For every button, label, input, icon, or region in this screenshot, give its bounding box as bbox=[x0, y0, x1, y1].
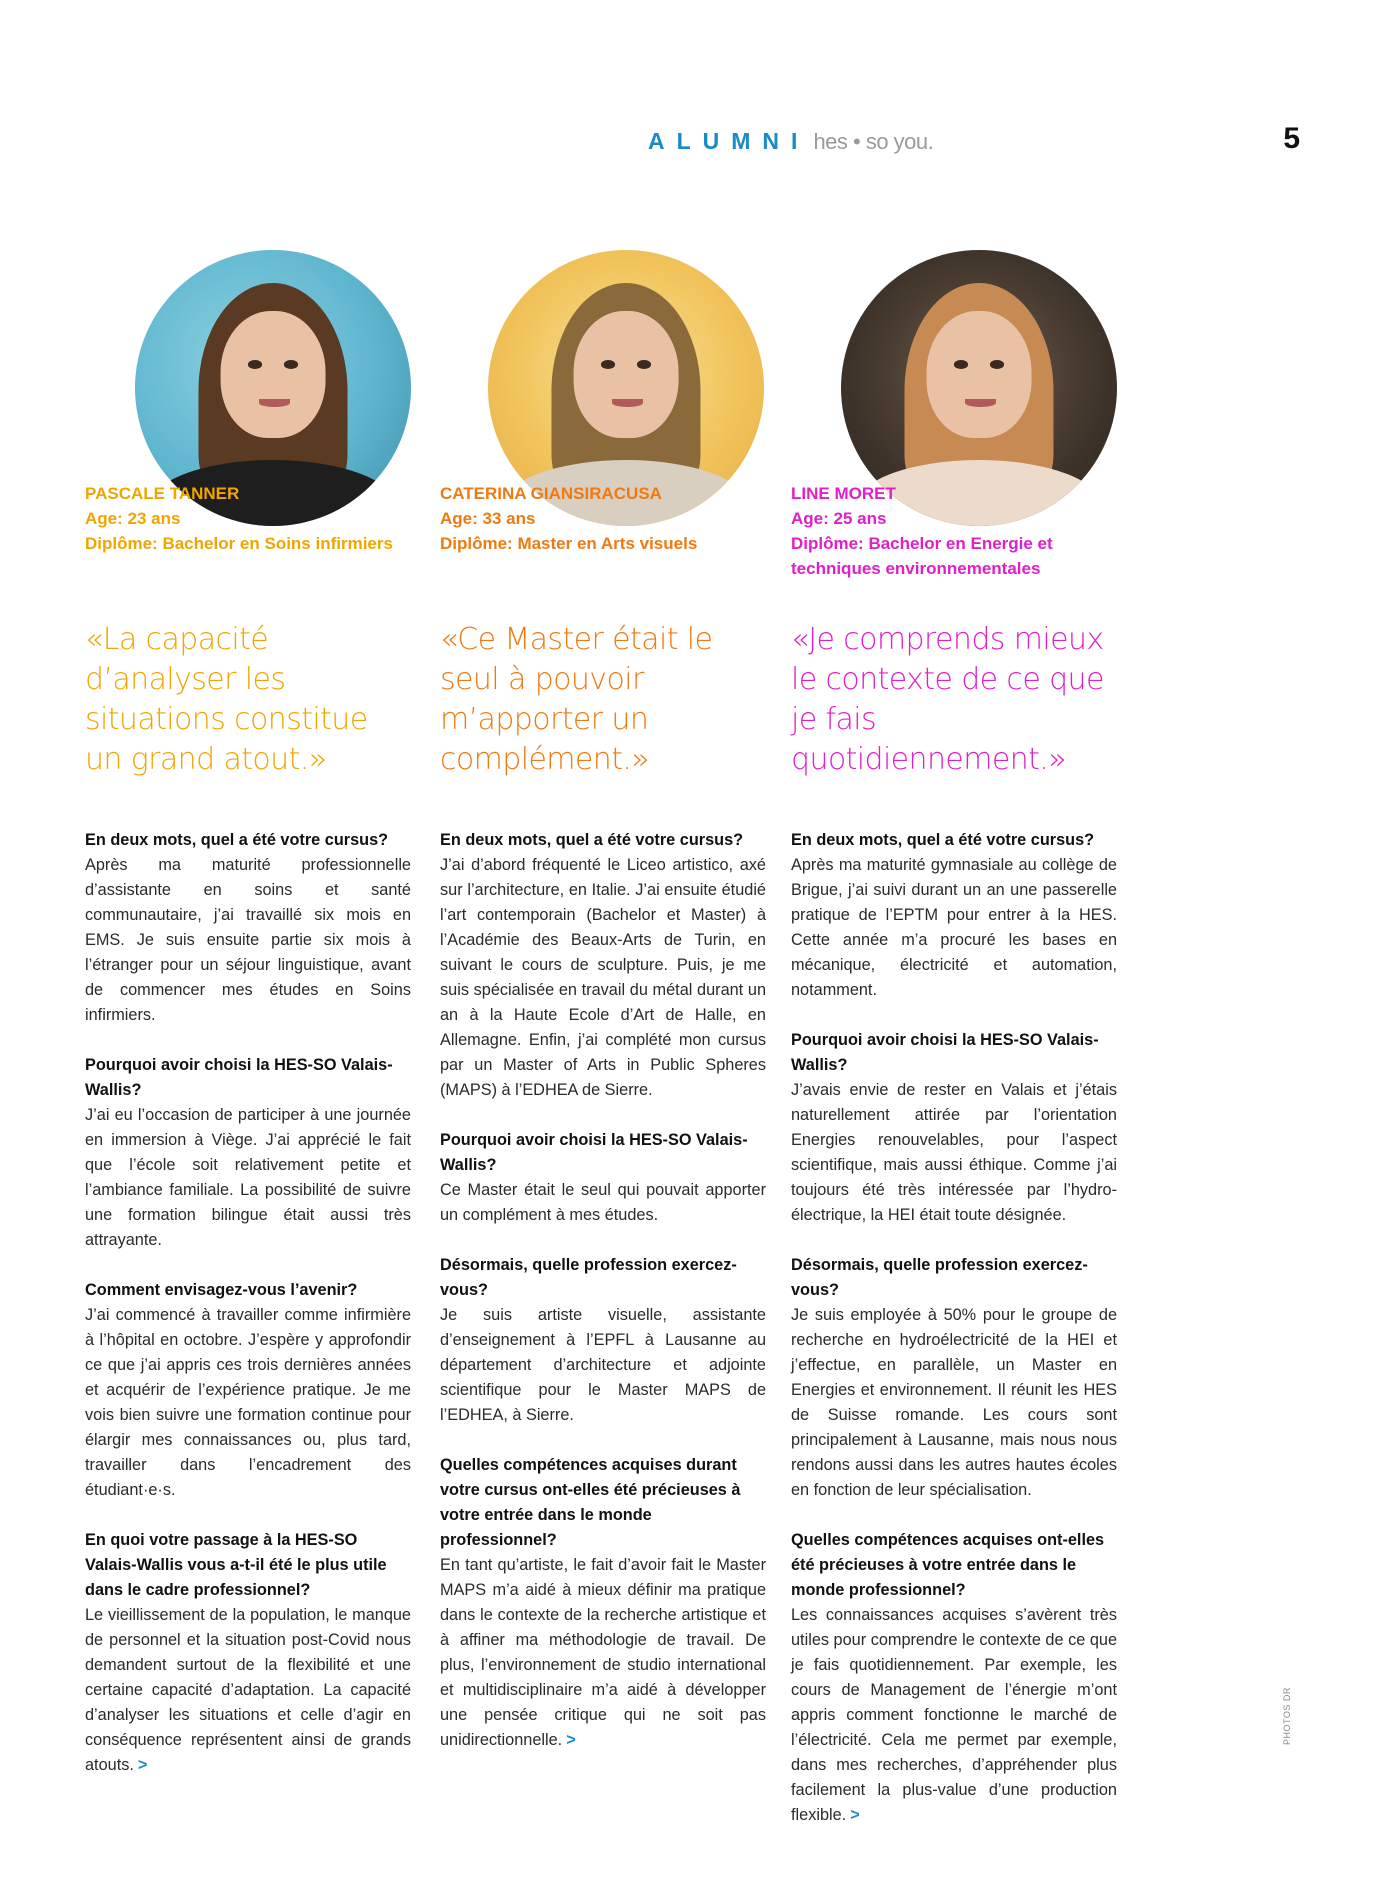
interview bbox=[791, 828, 1117, 1828]
pull-quote: «Ce Master était le seul à pouvoir m’apporter un complément.» bbox=[440, 622, 713, 777]
profile-name: LINE MORET bbox=[791, 484, 896, 503]
profile-name: PASCALE TANNER bbox=[85, 484, 240, 503]
question: Désormais, quelle profession exercez-vous? bbox=[791, 1256, 1088, 1299]
profile-age: Age: 23 ans bbox=[85, 509, 181, 528]
question: Pourquoi avoir choisi la HES-SO Valais-Wallis? bbox=[85, 1056, 393, 1099]
question: Quelles compétences acquises ont-elles été précieuses à votre entrée dans le monde professionnel? bbox=[791, 1531, 1105, 1599]
question: Comment envisagez-vous l’avenir? bbox=[85, 1281, 358, 1299]
profile-bio bbox=[440, 481, 697, 556]
answer-text: Les connaissances acquises s’avèrent très utiles pour comprendre le contexte de ce que je fais quotidiennement. Par exemple, les cours de Management de l’énergie m’ont appris comment fonctionne le marché de l’électricité. Cela me permet par exemple, dans mes recherches, d’appréhender plus facilement la plus-value d’une production flexible. bbox=[791, 1606, 1117, 1824]
page-number: 5 bbox=[1283, 122, 1300, 155]
question: Quelles compétences acquises durant votre cursus ont-elles été précieuses à votre entrée dans le monde professionnel? bbox=[440, 1456, 741, 1549]
continue-arrow-icon[interactable]: > bbox=[137, 1756, 148, 1774]
interview bbox=[440, 828, 766, 1753]
photo-credit: PHOTOS DR bbox=[1282, 1687, 1292, 1745]
answer-text: En tant qu’artiste, le fait d’avoir fait le Master MAPS m’a aidé à mieux définir ma pratique dans le contexte de la recherche artistique et à affiner ma méthodologie de travail. De plus, l’environnement de studio international et multidisciplinaire m’a aidé à développer une pensée critique qui ne soit pas unidirectionnelle. bbox=[440, 1556, 766, 1749]
question: Pourquoi avoir choisi la HES-SO Valais-Wallis? bbox=[440, 1131, 748, 1174]
profile-bio bbox=[791, 481, 1091, 581]
profile-diploma: Diplôme: Master en Arts visuels bbox=[440, 534, 698, 553]
answer-last bbox=[85, 1603, 411, 1778]
answer: Je suis employée à 50% pour le groupe de recherche en hydroélectricité de la HEI et j’effectue, en parallèle, un Master en Energies et environnement. Il réunit les HES de Suisse romande. Les cours sont principalement à Lausanne, mais nous nous rendons aussi dans les autres hautes écoles en fonction de leur spécialisation. bbox=[791, 1306, 1117, 1499]
answer: J’ai d’abord fréquenté le Liceo artistico, axé sur l’architecture, en Italie. J’ai ensuite étudié l’art contemporain (Bachelor et Master) à l’Académie des Beaux-Arts de Turin, en suivant le cours de sculpture. Puis, je me suis spécialisée en travail du métal durant un an à la Haute Ecole d’Art de Halle, en Allemagne. Enfin, j’ai complété mon cursus par un Master of Arts in Public Spheres (MAPS) à l’EDHEA de Sierre. bbox=[440, 856, 766, 1099]
answer: Je suis artiste visuelle, assistante d’enseignement à l’EPFL à Lausanne au département d’architecture et adjointe scientifique pour le Master MAPS de l’EDHEA, à Sierre. bbox=[440, 1306, 766, 1424]
question: Pourquoi avoir choisi la HES-SO Valais-Wallis? bbox=[791, 1031, 1099, 1074]
interview bbox=[85, 828, 411, 1778]
question: En deux mots, quel a été votre cursus? bbox=[440, 831, 744, 849]
profile-bio bbox=[85, 481, 393, 556]
continue-arrow-icon[interactable]: > bbox=[850, 1806, 860, 1824]
question: En quoi votre passage à la HES-SO Valais-Wallis vous a-t-il été le plus utile dans le cadre professionnel? bbox=[85, 1531, 387, 1599]
profile-diploma: Diplôme: Bachelor en Energie et techniques environnementales bbox=[791, 534, 1053, 578]
answer: Après ma maturité gymnasiale au collège de Brigue, j’ai suivi durant un an une passerelle pratique de l’EPTM pour entrer à la HES. Cette année m’a procuré les bases en mécanique, électricité et automation, notamment. bbox=[791, 856, 1117, 999]
profile-age: Age: 25 ans bbox=[791, 509, 887, 528]
brand-logo-text: hes • so you. bbox=[813, 129, 934, 154]
profile-diploma: Diplôme: Bachelor en Soins infirmiers bbox=[85, 534, 393, 553]
question: En deux mots, quel a été votre cursus? bbox=[791, 831, 1095, 849]
continue-arrow-icon[interactable]: > bbox=[566, 1731, 576, 1749]
profile-name: CATERINA GIANSIRACUSA bbox=[440, 484, 662, 503]
page-header bbox=[648, 128, 933, 160]
answer: Ce Master était le seul qui pouvait apporter un complément à mes études. bbox=[440, 1181, 766, 1224]
answer: J’ai commencé à travailler comme infirmière à l’hôpital en octobre. J’espère y approfondir ce que j’ai appris ces trois dernières années et acquérir de l’expérience pratique. Je me vois bien suivre une formation continue pour élargir mes connaissances ou, plus tard, travailler dans l’encadrement des étudiant·e·s. bbox=[85, 1306, 411, 1499]
answer: J’avais envie de rester en Valais et j’étais naturellement attirée par l’orientation Energies renouvelables, pour l’aspect scientifique, mais aussi éthique. Comme j’ai toujours été très intéressée par l’hydro-électrique, la HEI était toute désignée. bbox=[791, 1081, 1117, 1224]
question: Désormais, quelle profession exercez-vous? bbox=[440, 1256, 737, 1299]
answer-last bbox=[791, 1603, 1117, 1828]
profile-age: Age: 33 ans bbox=[440, 509, 536, 528]
answer-text: Le vieillissement de la population, le manque de personnel et la situation post-Covid nous demandent surtout de la flexibilité et une certaine capacité d’adaptation. La capacité d’analyser les situations et celle d’agir en conséquence représentent ainsi de grands atouts. bbox=[85, 1606, 411, 1774]
pull-quote: «La capacité d’analyser les situations constitue un grand atout.» bbox=[85, 622, 368, 777]
answer: J’ai eu l’occasion de participer à une journée en immersion à Viège. J’ai apprécié le fait que l’école soit relativement petite et l’ambiance familiale. La possibilité de suivre une formation bilingue était aussi très attrayante. bbox=[85, 1106, 411, 1249]
pull-quote: «Je comprends mieux le contexte de ce que je fais quotidiennement.» bbox=[791, 622, 1104, 777]
section-label: ALUMNI bbox=[648, 128, 810, 154]
answer-last bbox=[440, 1553, 766, 1753]
answer: Après ma maturité professionnelle d’assistante en soins et santé communautaire, j’ai travaillé six mois en EMS. Je suis ensuite partie six mois à l’étranger pour un séjour linguistique, avant de commencer mes études en Soins infirmiers. bbox=[85, 856, 411, 1024]
question: En deux mots, quel a été votre cursus? bbox=[85, 831, 389, 849]
